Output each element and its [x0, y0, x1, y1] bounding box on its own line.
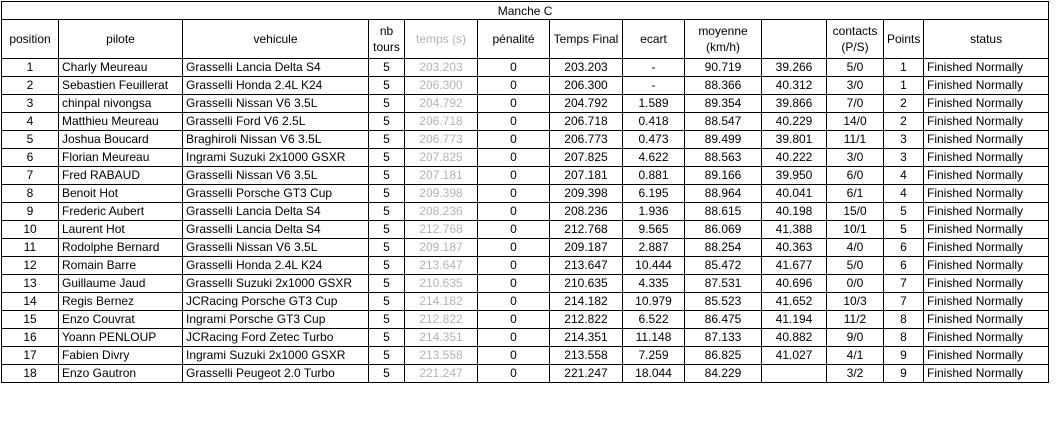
cell-penalite: 0: [478, 203, 550, 221]
cell-penalite: 0: [478, 167, 550, 185]
cell-ecart: 0.881: [623, 167, 685, 185]
cell-moyenne: 88.964: [685, 185, 762, 203]
table-row: [2, 347, 1049, 365]
cell-status: Finished Normally: [924, 293, 1049, 311]
cell-extra: 40.882: [762, 329, 827, 347]
table-row: [2, 257, 1049, 275]
table-row: [2, 77, 1049, 95]
cell-status: Finished Normally: [924, 167, 1049, 185]
cell-temps: 208.236: [405, 203, 478, 221]
cell-penalite: 0: [478, 275, 550, 293]
cell-moyenne: 88.254: [685, 239, 762, 257]
cell-temps-final: 207.181: [550, 167, 623, 185]
cell-moyenne: 86.825: [685, 347, 762, 365]
cell-moyenne: 86.069: [685, 221, 762, 239]
cell-temps: 210.635: [405, 275, 478, 293]
cell-nb-tours: 5: [369, 329, 405, 347]
cell-vehicule: Grasselli Honda 2.4L K24: [183, 77, 369, 95]
cell-status: Finished Normally: [924, 203, 1049, 221]
cell-pilote: Fabien Divry: [59, 347, 183, 365]
cell-status: Finished Normally: [924, 77, 1049, 95]
cell-penalite: 0: [478, 293, 550, 311]
cell-nb-tours: 5: [369, 167, 405, 185]
cell-temps-final: 204.792: [550, 95, 623, 113]
cell-contacts: 4/0: [827, 239, 884, 257]
table-row: [2, 185, 1049, 203]
results-table: [1, 1, 1049, 383]
cell-contacts: 10/1: [827, 221, 884, 239]
cell-position: 5: [2, 131, 59, 149]
cell-ecart: -: [623, 59, 685, 77]
cell-contacts: 11/2: [827, 311, 884, 329]
cell-position: 1: [2, 59, 59, 77]
cell-ecart: 4.622: [623, 149, 685, 167]
cell-penalite: 0: [478, 311, 550, 329]
table-row: [2, 365, 1049, 383]
cell-nb-tours: 5: [369, 365, 405, 383]
cell-nb-tours: 5: [369, 275, 405, 293]
cell-vehicule: Grasselli Nissan V6 3.5L: [183, 167, 369, 185]
cell-vehicule: Grasselli Lancia Delta S4: [183, 221, 369, 239]
cell-vehicule: Ingrami Porsche GT3 Cup: [183, 311, 369, 329]
table-row: [2, 275, 1049, 293]
cell-penalite: 0: [478, 77, 550, 95]
cell-points: 9: [884, 365, 924, 383]
cell-pilote: Charly Meureau: [59, 59, 183, 77]
cell-contacts: 4/1: [827, 347, 884, 365]
cell-pilote: Fred RABAUD: [59, 167, 183, 185]
cell-ecart: 1.589: [623, 95, 685, 113]
cell-position: 4: [2, 113, 59, 131]
cell-position: 13: [2, 275, 59, 293]
cell-position: 9: [2, 203, 59, 221]
header-ecart: ecart: [623, 20, 685, 59]
cell-vehicule: Grasselli Peugeot 2.0 Turbo: [183, 365, 369, 383]
cell-extra: 39.801: [762, 131, 827, 149]
cell-vehicule: Grasselli Porsche GT3 Cup: [183, 185, 369, 203]
cell-position: 16: [2, 329, 59, 347]
cell-position: 18: [2, 365, 59, 383]
cell-ecart: 10.979: [623, 293, 685, 311]
cell-penalite: 0: [478, 239, 550, 257]
cell-position: 12: [2, 257, 59, 275]
sheet-title: Manche C: [2, 2, 1049, 20]
cell-position: 3: [2, 95, 59, 113]
cell-penalite: 0: [478, 185, 550, 203]
cell-extra: 39.950: [762, 167, 827, 185]
cell-penalite: 0: [478, 59, 550, 77]
cell-moyenne: 89.354: [685, 95, 762, 113]
cell-points: 7: [884, 275, 924, 293]
cell-vehicule: Ingrami Suzuki 2x1000 GSXR: [183, 347, 369, 365]
cell-vehicule: Grasselli Nissan V6 3.5L: [183, 95, 369, 113]
cell-pilote: Frederic Aubert: [59, 203, 183, 221]
cell-nb-tours: 5: [369, 347, 405, 365]
cell-points: 5: [884, 221, 924, 239]
cell-nb-tours: 5: [369, 311, 405, 329]
cell-temps-final: 210.635: [550, 275, 623, 293]
cell-nb-tours: 5: [369, 149, 405, 167]
cell-pilote: chinpal nivongsa: [59, 95, 183, 113]
header-row: [2, 20, 1049, 59]
cell-moyenne: 87.133: [685, 329, 762, 347]
cell-status: Finished Normally: [924, 311, 1049, 329]
cell-penalite: 0: [478, 113, 550, 131]
cell-temps: 212.822: [405, 311, 478, 329]
cell-status: Finished Normally: [924, 95, 1049, 113]
cell-points: 8: [884, 329, 924, 347]
cell-points: 1: [884, 59, 924, 77]
cell-pilote: Romain Barre: [59, 257, 183, 275]
title-row: [2, 2, 1049, 20]
cell-temps-final: 203.203: [550, 59, 623, 77]
cell-temps-final: 212.822: [550, 311, 623, 329]
cell-ecart: 2.887: [623, 239, 685, 257]
header-moyenne: moyenne (km/h): [685, 20, 762, 59]
cell-vehicule: Grasselli Honda 2.4L K24: [183, 257, 369, 275]
cell-status: Finished Normally: [924, 185, 1049, 203]
cell-extra: 40.041: [762, 185, 827, 203]
cell-contacts: 15/0: [827, 203, 884, 221]
cell-position: 15: [2, 311, 59, 329]
cell-moyenne: 88.615: [685, 203, 762, 221]
table-row: [2, 59, 1049, 77]
cell-contacts: 10/3: [827, 293, 884, 311]
cell-status: Finished Normally: [924, 365, 1049, 383]
cell-points: 4: [884, 167, 924, 185]
cell-position: 14: [2, 293, 59, 311]
cell-vehicule: Ingrami Suzuki 2x1000 GSXR: [183, 149, 369, 167]
cell-contacts: 7/0: [827, 95, 884, 113]
cell-pilote: Enzo Gautron: [59, 365, 183, 383]
cell-pilote: Regis Bernez: [59, 293, 183, 311]
cell-temps-final: 214.351: [550, 329, 623, 347]
cell-pilote: Joshua Boucard: [59, 131, 183, 149]
cell-vehicule: Braghiroli Nissan V6 3.5L: [183, 131, 369, 149]
header-points: Points: [884, 20, 924, 59]
cell-ecart: 1.936: [623, 203, 685, 221]
cell-status: Finished Normally: [924, 149, 1049, 167]
cell-position: 17: [2, 347, 59, 365]
cell-extra: 41.388: [762, 221, 827, 239]
cell-temps-final: 214.182: [550, 293, 623, 311]
cell-pilote: Laurent Hot: [59, 221, 183, 239]
cell-points: 2: [884, 113, 924, 131]
cell-position: 11: [2, 239, 59, 257]
cell-temps: 212.768: [405, 221, 478, 239]
cell-position: 6: [2, 149, 59, 167]
cell-pilote: Yoann PENLOUP: [59, 329, 183, 347]
cell-temps: 213.647: [405, 257, 478, 275]
cell-nb-tours: 5: [369, 95, 405, 113]
cell-points: 1: [884, 77, 924, 95]
cell-temps: 209.398: [405, 185, 478, 203]
cell-points: 6: [884, 257, 924, 275]
cell-ecart: 0.418: [623, 113, 685, 131]
cell-ecart: 7.259: [623, 347, 685, 365]
cell-nb-tours: 5: [369, 293, 405, 311]
cell-temps-final: 209.187: [550, 239, 623, 257]
cell-extra: 40.222: [762, 149, 827, 167]
cell-points: 8: [884, 311, 924, 329]
cell-pilote: Matthieu Meureau: [59, 113, 183, 131]
cell-ecart: 6.522: [623, 311, 685, 329]
cell-extra: 41.652: [762, 293, 827, 311]
cell-ecart: 9.565: [623, 221, 685, 239]
cell-nb-tours: 5: [369, 203, 405, 221]
cell-penalite: 0: [478, 329, 550, 347]
cell-temps: 206.300: [405, 77, 478, 95]
cell-contacts: 6/1: [827, 185, 884, 203]
cell-pilote: Sebastien Feuillerat: [59, 77, 183, 95]
table-row: [2, 311, 1049, 329]
cell-nb-tours: 5: [369, 131, 405, 149]
cell-nb-tours: 5: [369, 239, 405, 257]
cell-status: Finished Normally: [924, 347, 1049, 365]
cell-status: Finished Normally: [924, 239, 1049, 257]
cell-temps-final: 208.236: [550, 203, 623, 221]
cell-moyenne: 90.719: [685, 59, 762, 77]
cell-extra: [762, 365, 827, 383]
cell-position: 2: [2, 77, 59, 95]
cell-temps: 206.773: [405, 131, 478, 149]
cell-pilote: Guillaume Jaud: [59, 275, 183, 293]
cell-ecart: 4.335: [623, 275, 685, 293]
cell-moyenne: 88.366: [685, 77, 762, 95]
cell-pilote: Florian Meureau: [59, 149, 183, 167]
cell-vehicule: Grasselli Lancia Delta S4: [183, 59, 369, 77]
cell-temps-final: 206.773: [550, 131, 623, 149]
cell-temps-final: 221.247: [550, 365, 623, 383]
cell-moyenne: 87.531: [685, 275, 762, 293]
table-row: [2, 149, 1049, 167]
cell-points: 4: [884, 185, 924, 203]
cell-temps: 221.247: [405, 365, 478, 383]
cell-contacts: 6/0: [827, 167, 884, 185]
cell-pilote: Benoit Hot: [59, 185, 183, 203]
cell-moyenne: 88.563: [685, 149, 762, 167]
cell-status: Finished Normally: [924, 113, 1049, 131]
cell-moyenne: 89.166: [685, 167, 762, 185]
table-row: [2, 167, 1049, 185]
header-vehicule: vehicule: [183, 20, 369, 59]
header-contacts: contacts (P/S): [827, 20, 884, 59]
cell-extra: 39.266: [762, 59, 827, 77]
header-position: position: [2, 20, 59, 59]
cell-temps: 207.181: [405, 167, 478, 185]
cell-ecart: 0.473: [623, 131, 685, 149]
table-row: [2, 203, 1049, 221]
cell-status: Finished Normally: [924, 221, 1049, 239]
header-status: status: [924, 20, 1049, 59]
cell-extra: 39.866: [762, 95, 827, 113]
cell-position: 10: [2, 221, 59, 239]
cell-temps-final: 213.558: [550, 347, 623, 365]
cell-ecart: 18.044: [623, 365, 685, 383]
cell-vehicule: Grasselli Nissan V6 3.5L: [183, 239, 369, 257]
cell-extra: 41.194: [762, 311, 827, 329]
cell-points: 2: [884, 95, 924, 113]
cell-temps-final: 209.398: [550, 185, 623, 203]
cell-extra: 40.198: [762, 203, 827, 221]
cell-nb-tours: 5: [369, 113, 405, 131]
cell-moyenne: 85.472: [685, 257, 762, 275]
cell-temps: 204.792: [405, 95, 478, 113]
cell-ecart: 10.444: [623, 257, 685, 275]
cell-temps: 214.182: [405, 293, 478, 311]
table-row: [2, 95, 1049, 113]
header-extra: [762, 20, 827, 59]
cell-temps-final: 206.718: [550, 113, 623, 131]
cell-status: Finished Normally: [924, 131, 1049, 149]
cell-extra: 41.677: [762, 257, 827, 275]
cell-penalite: 0: [478, 131, 550, 149]
cell-ecart: 6.195: [623, 185, 685, 203]
cell-temps: 213.558: [405, 347, 478, 365]
cell-moyenne: 84.229: [685, 365, 762, 383]
cell-vehicule: JCRacing Ford Zetec Turbo: [183, 329, 369, 347]
cell-vehicule: Grasselli Suzuki 2x1000 GSXR: [183, 275, 369, 293]
cell-contacts: 3/0: [827, 77, 884, 95]
table-row: [2, 239, 1049, 257]
cell-ecart: -: [623, 77, 685, 95]
cell-pilote: Enzo Couvrat: [59, 311, 183, 329]
cell-vehicule: JCRacing Porsche GT3 Cup: [183, 293, 369, 311]
results-sheet: [1, 1, 1048, 383]
header-nb-tours: nb tours: [369, 20, 405, 59]
cell-vehicule: Grasselli Ford V6 2.5L: [183, 113, 369, 131]
cell-moyenne: 89.499: [685, 131, 762, 149]
cell-penalite: 0: [478, 149, 550, 167]
table-row: [2, 113, 1049, 131]
header-temps: temps (s): [405, 20, 478, 59]
header-penalite: pénalité: [478, 20, 550, 59]
cell-temps-final: 207.825: [550, 149, 623, 167]
cell-contacts: 11/1: [827, 131, 884, 149]
cell-moyenne: 88.547: [685, 113, 762, 131]
cell-temps: 206.718: [405, 113, 478, 131]
cell-nb-tours: 5: [369, 185, 405, 203]
cell-temps: 209.187: [405, 239, 478, 257]
cell-points: 9: [884, 347, 924, 365]
cell-penalite: 0: [478, 257, 550, 275]
cell-nb-tours: 5: [369, 77, 405, 95]
cell-temps: 203.203: [405, 59, 478, 77]
cell-penalite: 0: [478, 347, 550, 365]
cell-contacts: 9/0: [827, 329, 884, 347]
cell-extra: 40.696: [762, 275, 827, 293]
cell-temps: 207.825: [405, 149, 478, 167]
cell-points: 6: [884, 239, 924, 257]
cell-nb-tours: 5: [369, 221, 405, 239]
cell-contacts: 0/0: [827, 275, 884, 293]
cell-position: 7: [2, 167, 59, 185]
header-pilote: pilote: [59, 20, 183, 59]
cell-moyenne: 85.523: [685, 293, 762, 311]
cell-extra: 40.312: [762, 77, 827, 95]
cell-contacts: 5/0: [827, 59, 884, 77]
cell-position: 8: [2, 185, 59, 203]
cell-extra: 40.229: [762, 113, 827, 131]
cell-vehicule: Grasselli Lancia Delta S4: [183, 203, 369, 221]
cell-status: Finished Normally: [924, 257, 1049, 275]
table-row: [2, 329, 1049, 347]
cell-status: Finished Normally: [924, 59, 1049, 77]
cell-penalite: 0: [478, 365, 550, 383]
cell-status: Finished Normally: [924, 329, 1049, 347]
header-temps-final: Temps Final: [550, 20, 623, 59]
cell-points: 3: [884, 149, 924, 167]
cell-nb-tours: 5: [369, 59, 405, 77]
table-row: [2, 221, 1049, 239]
cell-extra: 40.363: [762, 239, 827, 257]
cell-penalite: 0: [478, 95, 550, 113]
cell-contacts: 3/2: [827, 365, 884, 383]
cell-contacts: 14/0: [827, 113, 884, 131]
cell-extra: 41.027: [762, 347, 827, 365]
cell-pilote: Rodolphe Bernard: [59, 239, 183, 257]
cell-contacts: 5/0: [827, 257, 884, 275]
cell-nb-tours: 5: [369, 257, 405, 275]
cell-points: 3: [884, 131, 924, 149]
cell-temps: 214.351: [405, 329, 478, 347]
cell-temps-final: 212.768: [550, 221, 623, 239]
cell-points: 5: [884, 203, 924, 221]
cell-status: Finished Normally: [924, 275, 1049, 293]
cell-ecart: 11.148: [623, 329, 685, 347]
cell-temps-final: 206.300: [550, 77, 623, 95]
cell-moyenne: 86.475: [685, 311, 762, 329]
table-row: [2, 293, 1049, 311]
cell-penalite: 0: [478, 221, 550, 239]
cell-contacts: 3/0: [827, 149, 884, 167]
cell-points: 7: [884, 293, 924, 311]
cell-temps-final: 213.647: [550, 257, 623, 275]
table-row: [2, 131, 1049, 149]
